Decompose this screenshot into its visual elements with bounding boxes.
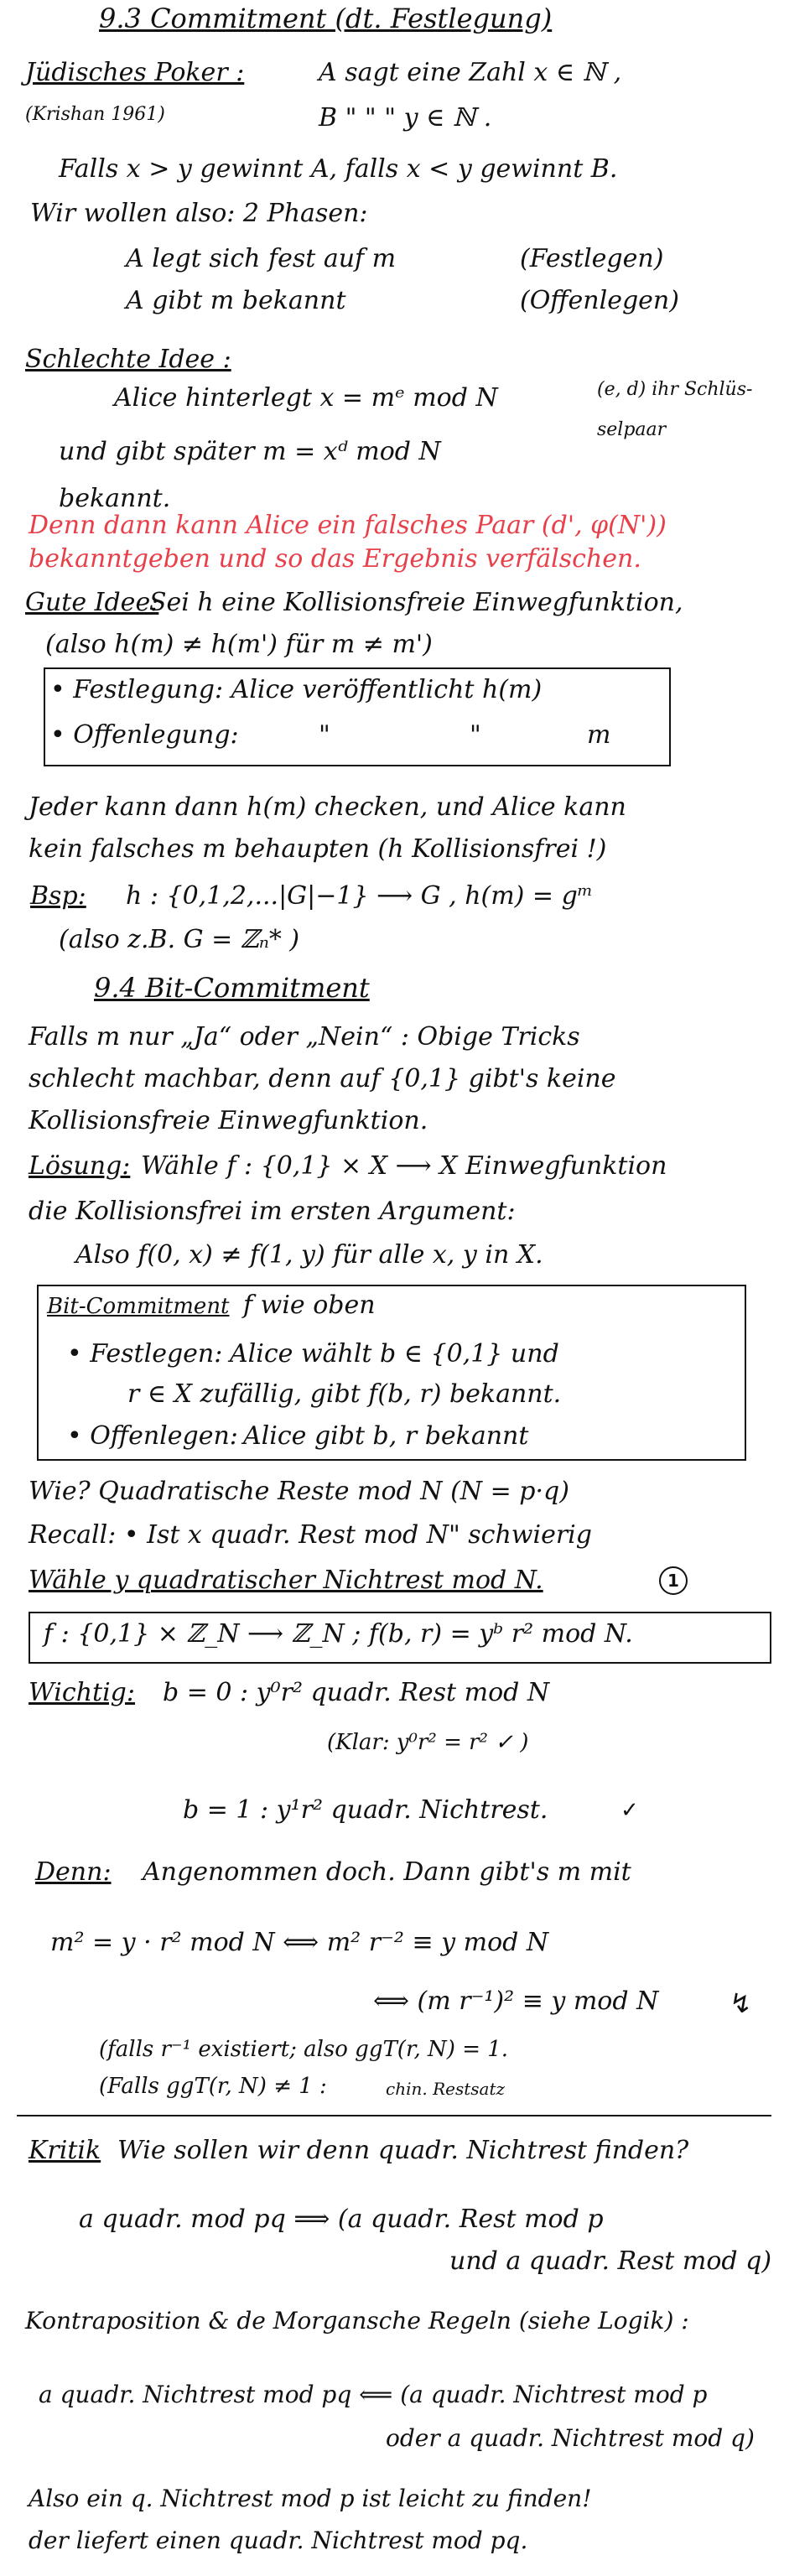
box1-ditto-1: " xyxy=(319,720,330,750)
solution-line-3: Also f(0, x) ≠ f(1, y) für alle x, y in X. xyxy=(75,1240,543,1270)
falls-line-2-tail: chin. Restsatz xyxy=(386,2079,506,2099)
example-line-1: h : {0,1,2,...|G|−1} ⟶ G , h(m) = gᵐ xyxy=(126,881,594,911)
red-remark-line-1: Denn dann kann Alice ein falsches Paar (d', φ(N')) xyxy=(29,511,667,540)
example-label: Bsp: xyxy=(30,881,86,911)
bad-idea-note-1: (e, d) ihr Schlüs- xyxy=(597,379,753,400)
bad-idea-line-3: bekannt. xyxy=(59,484,171,513)
falls-line-1: (falls r⁻¹ existiert; also ggT(r, N) = 1. xyxy=(99,2037,509,2062)
poker-label: Jüdisches Poker : xyxy=(25,58,245,87)
conclusion-line-1: Also ein q. Nichtrest mod p ist leicht zu finden! xyxy=(29,2485,592,2512)
quadr-line-1: a quadr. mod pq ⟹ (a quadr. Rest mod p xyxy=(79,2205,604,2234)
section-title-9-3: 9.3 Commitment (dt. Festlegung) xyxy=(99,3,553,34)
poker-source: (Krishan 1961) xyxy=(25,104,165,125)
nonresidue-line-1: a quadr. Nichtrest mod pq ⟸ (a quadr. Nichtrest mod p xyxy=(39,2381,708,2408)
contradiction-icon: ↯ xyxy=(730,1987,752,2019)
important-line-1: b = 0 : y⁰r² quadr. Rest mod N xyxy=(163,1678,550,1707)
critique-label: Kritik xyxy=(29,2136,101,2165)
important-label: Wichtig: xyxy=(29,1678,135,1707)
check-mark-icon: ✓ xyxy=(620,1798,639,1823)
solution-label: Lösung: xyxy=(29,1151,131,1181)
quadr-line-2: und a quadr. Rest mod q) xyxy=(449,2246,772,2276)
box2-festlegen-line-2: r ∈ X zufällig, gibt f(b, r) bekannt. xyxy=(127,1379,562,1409)
box2-offenlegen-line-1: Alice gibt b, r bekannt xyxy=(243,1421,529,1451)
phase-1-tag: (Festlegen) xyxy=(520,244,664,273)
box2-title: Bit-Commitment xyxy=(47,1294,230,1319)
intro-line-1: Falls m nur „Ja“ oder „Nein“ : Obige Tricks xyxy=(29,1022,580,1052)
intro-line-3: Kollisionsfreie Einwegfunktion. xyxy=(29,1106,428,1135)
solution-line-2: die Kollisionsfrei im ersten Argument: xyxy=(29,1197,516,1226)
phase-1: A legt sich fest auf m xyxy=(126,244,397,273)
box1-festlegung: • Festlegung: Alice veröffentlicht h(m) xyxy=(50,675,543,704)
phases-intro: Wir wollen also: 2 Phasen: xyxy=(30,199,368,228)
box1-offenlegung-label: • Offenlegung: xyxy=(50,720,239,750)
box1-ditto-2: " xyxy=(470,720,481,750)
box2-title-tail: f wie oben xyxy=(243,1291,376,1320)
box2-festlegen-label: • Festlegen: xyxy=(67,1339,223,1368)
phase-2: A gibt m bekannt xyxy=(126,286,346,315)
red-remark-line-2: bekanntgeben und so das Ergebnis verfälschen. xyxy=(29,544,641,574)
poker-line-b: B " " " y ∈ ℕ . xyxy=(319,103,492,132)
bad-idea-line-1: Alice hinterlegt x = mᵉ mod N xyxy=(114,383,498,413)
waehle-line: Wähle y quadratischer Nichtrest mod N. xyxy=(29,1566,543,1595)
box1-value: m xyxy=(587,720,611,750)
circled-one-marker: 1 xyxy=(659,1566,688,1595)
separator-line xyxy=(17,2115,771,2116)
phase-2-tag: (Offenlegen) xyxy=(520,286,679,315)
box2-festlegen-line-1: Alice wählt b ∈ {0,1} und xyxy=(230,1339,559,1368)
check-line-1: Jeder kann dann h(m) checken, und Alice kann xyxy=(29,792,626,822)
good-idea-label: Gute Idee: xyxy=(25,588,159,617)
proof-line-3: ⟺ (m r⁻¹)² ≡ y mod N xyxy=(373,1987,659,2016)
proof-line-2: m² = y · r² mod N ⟺ m² r⁻² ≡ y mod N xyxy=(50,1928,549,1957)
conclusion-line-2: der liefert einen quadr. Nichtrest mod pq. xyxy=(29,2527,528,2554)
bad-idea-note-2: selpaar xyxy=(597,419,667,440)
check-line-2: kein falsches m behaupten (h Kollisionsfrei !) xyxy=(29,834,607,864)
important-line-3: b = 1 : y¹r² quadr. Nichtrest. xyxy=(183,1795,548,1825)
good-idea-line-1: Sei h eine Kollisionsfreie Einwegfunktion, xyxy=(149,588,683,617)
critique-line-1: Wie sollen wir denn quadr. Nichtrest finden? xyxy=(117,2136,689,2165)
example-line-2: (also z.B. G = ℤₙ* ) xyxy=(59,925,300,954)
section-title-9-4: 9.4 Bit-Commitment xyxy=(94,972,370,1004)
nonresidue-line-2: oder a quadr. Nichtrest mod q) xyxy=(386,2424,755,2452)
proof-line-1: Angenommen doch. Dann gibt's m mit xyxy=(143,1857,631,1887)
wie-line: Wie? Quadratische Reste mod N (N = p·q) xyxy=(29,1477,569,1506)
recall-line: Recall: • Ist x quadr. Rest mod N" schwierig xyxy=(29,1520,592,1550)
box2-offenlegen-label: • Offenlegen: xyxy=(67,1421,238,1451)
bad-idea-label: Schlechte Idee : xyxy=(25,345,231,374)
poker-line-a: A sagt eine Zahl x ∈ ℕ , xyxy=(319,58,622,87)
solution-line-1: Wähle f : {0,1} × X ⟶ X Einwegfunktion xyxy=(141,1151,667,1181)
good-idea-line-2: (also h(m) ≠ h(m') für m ≠ m') xyxy=(45,630,433,659)
bad-idea-line-2: und gibt später m = xᵈ mod N xyxy=(59,437,441,466)
falls-line-2: (Falls ggT(r, N) ≠ 1 : xyxy=(99,2074,327,2099)
intro-line-2: schlecht machbar, denn auf {0,1} gibt's keine xyxy=(29,1064,616,1093)
contraposition-line: Kontraposition & de Morgansche Regeln (siehe Logik) : xyxy=(25,2307,689,2334)
formula-line: f : {0,1} × ℤ_N ⟶ ℤ_N ; f(b, r) = yᵇ r² mod N. xyxy=(44,1619,633,1649)
proof-label: Denn: xyxy=(35,1857,112,1887)
poker-rule: Falls x > y gewinnt A, falls x < y gewinnt B. xyxy=(59,154,618,184)
important-line-2: (Klar: y⁰r² = r² ✓ ) xyxy=(327,1730,529,1755)
